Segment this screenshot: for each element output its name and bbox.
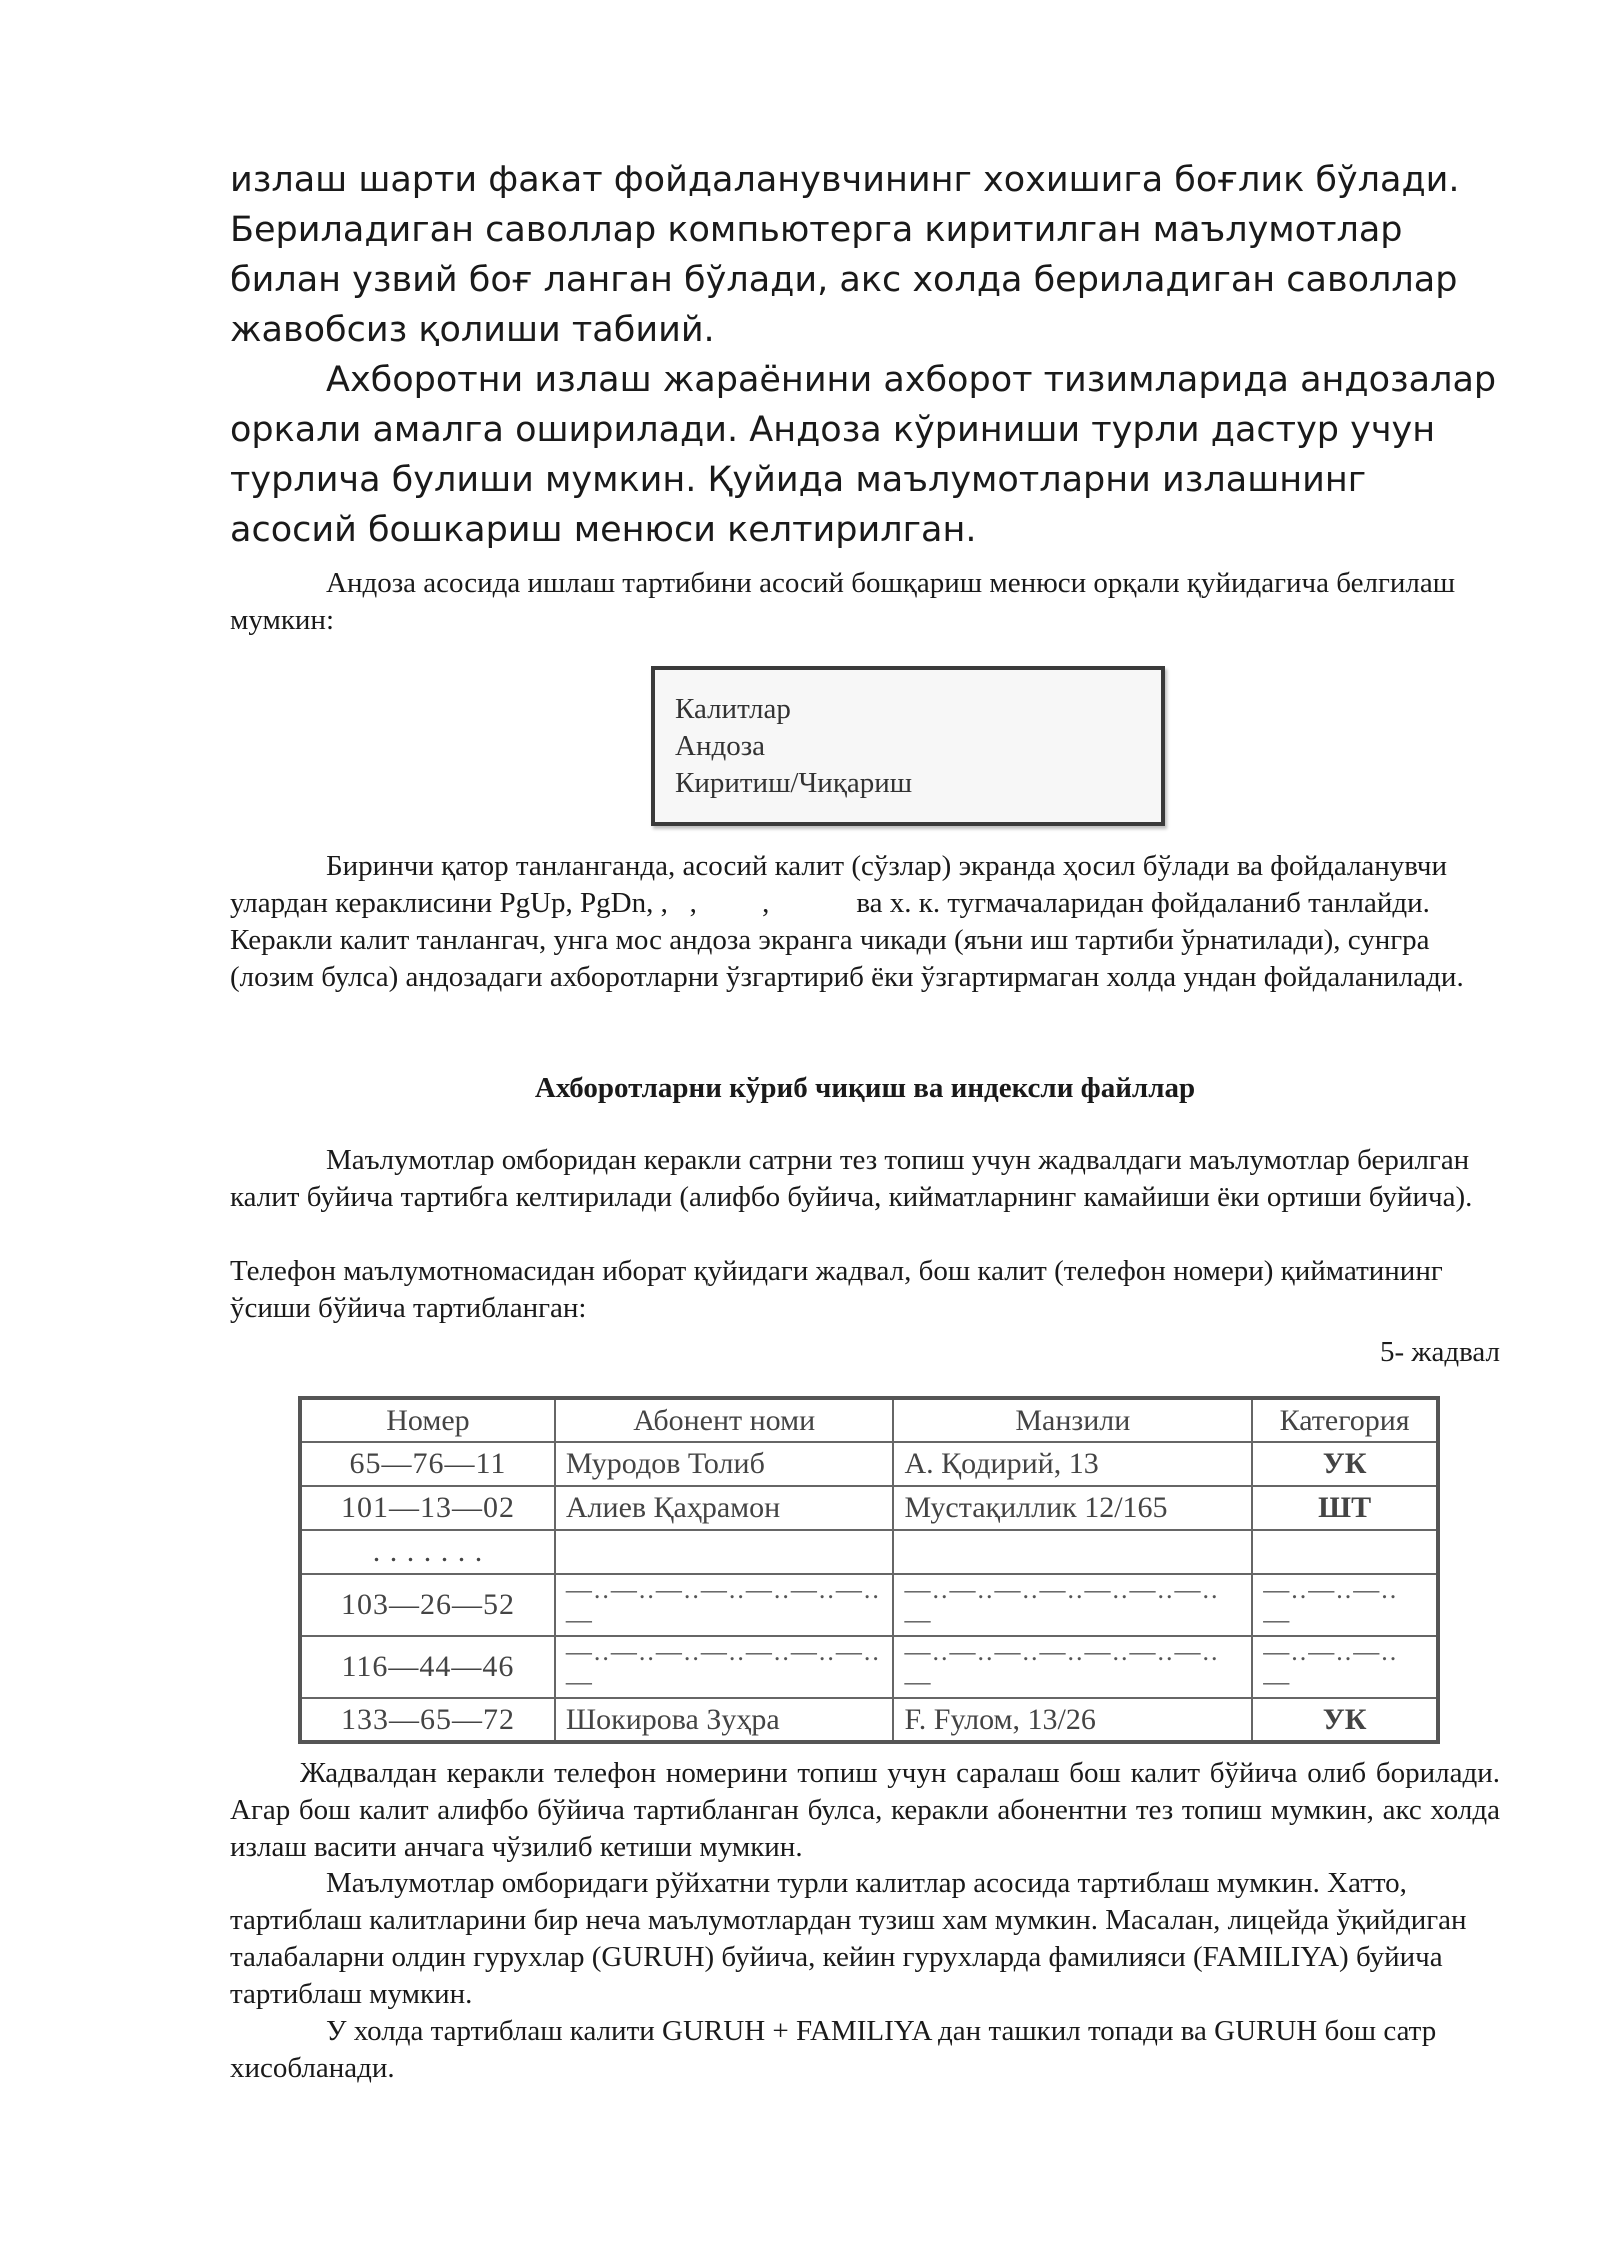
table-row (300, 1486, 1438, 1530)
cell-address: А. Қодирий, 13 (893, 1442, 1252, 1486)
cell-number: . . . . . . . (300, 1530, 555, 1574)
cell-category (1252, 1530, 1438, 1574)
cell-subscriber: —..—..—..—..—..—..—..— (555, 1574, 894, 1636)
paragraph-phone-table-intro: Телефон маълумотномасидан иборат қуйидаги жадвал, бош калит (телефон номери) қийматининг ўсиши бўйича тартибланган: (230, 1255, 1443, 1324)
cell-number: 133—65—72 (300, 1698, 555, 1742)
table-row (300, 1574, 1438, 1636)
header-subscriber: Абонент номи (555, 1398, 894, 1442)
table-header-row (300, 1398, 1438, 1442)
cell-address: Мустақиллик 12/165 (893, 1486, 1252, 1530)
paragraph-search-condition: излаш шарти факат фойдаланувчининг хохишига боғлик бўлади. Бериладиган саволлар компьютерга киритилган маълумотлар билан узвий боғ ланган бўлади, акс холда бериладиган саволлар жавобсиз қолиши табиий. (230, 160, 1460, 350)
paragraph-sorting: Маълумотлар омборидан керакли сатрни тез топиш учун жадвалдаги маълумотлар берилган калит буйича тартибга келтирилади (алифбо буйича, кийматларнинг камайиши ёки ортиши буйича). (230, 1144, 1473, 1213)
header-address: Манзили (893, 1398, 1252, 1442)
table-label: 5- жадвал (1380, 1336, 1500, 1368)
cell-subscriber: Шокирова Зуҳра (555, 1698, 894, 1742)
table-row (300, 1698, 1438, 1742)
table-row (300, 1636, 1438, 1698)
cell-category: УК (1252, 1698, 1438, 1742)
paragraph-guruh-familiya: У холда тартиблаш калити GURUH + FAMILIYA дан ташкил топади ва GURUH бош сатр хисобланади. (230, 2015, 1437, 2084)
table-row (300, 1442, 1438, 1486)
header-number: Номер (300, 1398, 555, 1442)
section-heading: Ахборотларни кўриб чиқиш ва индексли файллар (534, 1072, 1196, 1104)
paragraph-multi-key-sort: Маълумотлар омборидаги рўйхатни турли калитлар асосида тартиблаш мумкин. Хатто, тартиблаш калитларини бир неча маълумотлардан тузиш хам мумкин. Масалан, лицейда ўқийдиган талабаларни олдин гурухлар (GURUH) буйича, кейин гурухларда фамилияси (FAMILIYA) буйича тартиблаш мумкин. (230, 1867, 1467, 2010)
cell-address: —..—..—..—..—..—..—..— (893, 1636, 1252, 1698)
cell-number: 116—44—46 (300, 1636, 555, 1698)
cell-address: —..—..—..—..—..—..—..— (893, 1574, 1252, 1636)
phone-directory-table (298, 1396, 1440, 1744)
cell-category: ШТ (1252, 1486, 1438, 1530)
table-row (300, 1530, 1438, 1574)
main-control-menu (651, 666, 1165, 826)
paragraph-templates: Ахборотни излаш жараёнини ахборот тизимларида андозалар оркали амалга оширилади. Андоза кўриниши турли дастур учун турлича булиши мумкин. Қуйида маълумотларни излашнинг асосий бошкариш менюси келтирилган. (230, 360, 1497, 550)
cell-subscriber (555, 1530, 894, 1574)
cell-subscriber: Муродов Толиб (555, 1442, 894, 1486)
cell-category: —..—..—..— (1252, 1636, 1438, 1698)
cell-subscriber: —..—..—..—..—..—..—..— (555, 1636, 894, 1698)
cell-address: F. Fулом, 13/26 (893, 1698, 1252, 1742)
cell-address (893, 1530, 1252, 1574)
cell-category: УК (1252, 1442, 1438, 1486)
cell-subscriber: Алиев Қаҳрамон (555, 1486, 894, 1530)
paragraph-menu-intro: Андоза асосида ишлаш тартибини асосий бошқариш менюси орқали қуйидагича белгилаш мумкин: (230, 567, 1456, 636)
menu-item-input-output: Киритиш/Чиқариш (675, 767, 913, 799)
header-category: Категория (1252, 1398, 1438, 1442)
cell-category: —..—..—..— (1252, 1574, 1438, 1636)
cell-number: 101—13—02 (300, 1486, 555, 1530)
cell-number: 103—26—52 (300, 1574, 555, 1636)
menu-item-keys: Калитлар (675, 693, 791, 725)
paragraph-key-selection: Биринчи қатор танланганда, асосий калит (сўзлар) экранда ҳосил бўлади ва фойдаланувчи улардан кераклисини PgUp, PgDn, , , , ва х. к. тугмачаларидан фойдаланиб танлайди. Керакли калит танлангач, унга мос андоза экранга чикади (яъни иш тартиби ўрнатилади), сунгра (лозим булса) андозадаги ахборотларни ўзгартириб ёки ўзгартирмаган холда ундан фойдаланилади. (230, 850, 1464, 993)
menu-item-template: Андоза (675, 730, 766, 762)
cell-number: 65—76—11 (300, 1442, 555, 1486)
paragraph-table-search: Жадвалдан керакли телефон номерини топиш учун саралаш бош калит бўйича олиб борилади. Агар бош калит алифбо бўйича тартибланган булса, керакли абонентни тез топиш мумкин, акс холда излаш васити анчага чўзилиб кетиши мумкин. (230, 1757, 1500, 1863)
